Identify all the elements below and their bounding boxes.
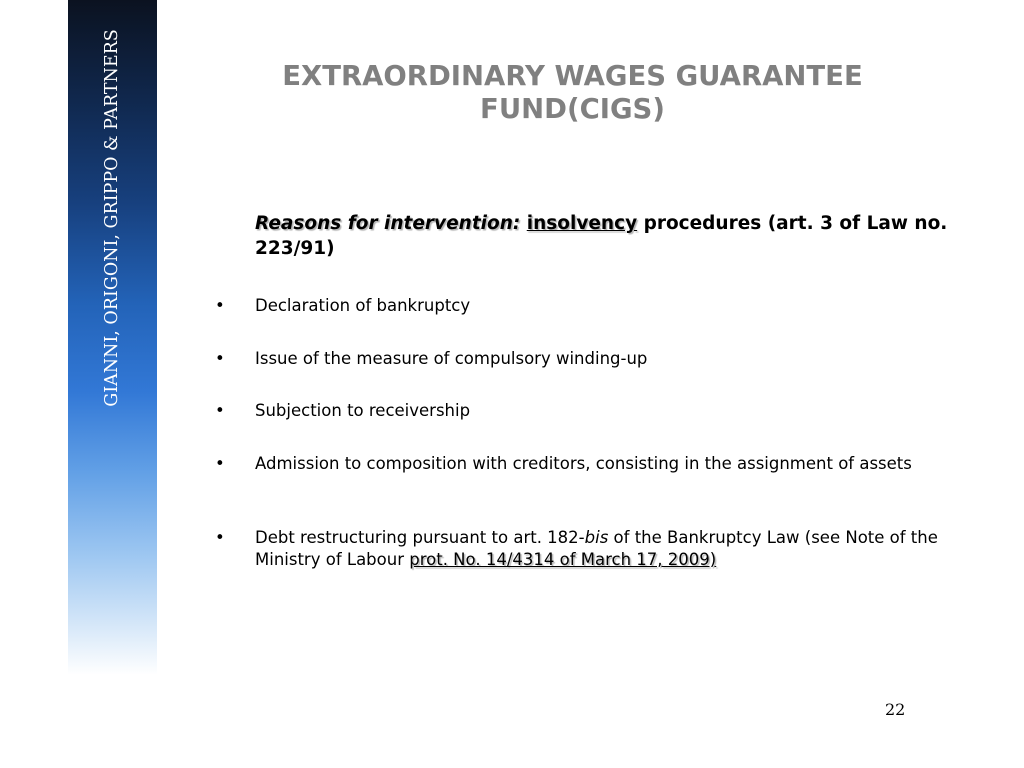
bullet-marker: • (215, 296, 225, 315)
insolvency-keyword: insolvency (526, 213, 638, 234)
slide-title-line-2: FUND(CIGS) (480, 93, 665, 125)
firm-name: GIANNI, ORIGONI, GRIPPO & PARTNERS (102, 29, 122, 407)
bullet-marker: • (215, 528, 225, 547)
bullet-text: Issue of the measure of compulsory winding-up (255, 349, 648, 368)
bankruptcy-law-text: of the Bankruptcy Law (see Note of the Ministry of Labour (255, 528, 938, 569)
bullet-marker: • (215, 401, 225, 420)
debt-restructuring-text: Debt restructuring pursuant to art. 182- (255, 528, 585, 547)
bullet-marker: • (215, 454, 225, 473)
bullet-text: Subjection to receivership (255, 401, 471, 420)
bis-term: bis (584, 528, 609, 547)
intervention-reasons-heading (255, 211, 980, 261)
procedures-text: procedures (art. 3 of Law no. 223/91) (255, 213, 948, 259)
bullet-text (255, 527, 975, 571)
bullet-text: Declaration of bankruptcy (255, 296, 471, 315)
page-number: 22 (885, 700, 906, 719)
slide-title (200, 60, 945, 126)
ministry-note-reference: prot. No. 14/4314 of March 17, 2009) (409, 550, 717, 569)
bullet-marker: • (215, 349, 225, 368)
reasons-label: Reasons for intervention: (255, 213, 521, 234)
bullet-text: Admission to composition with creditors, consisting in the assignment of assets (255, 454, 912, 473)
slide-title-line-1: EXTRAORDINARY WAGES GUARANTEE (282, 60, 863, 92)
